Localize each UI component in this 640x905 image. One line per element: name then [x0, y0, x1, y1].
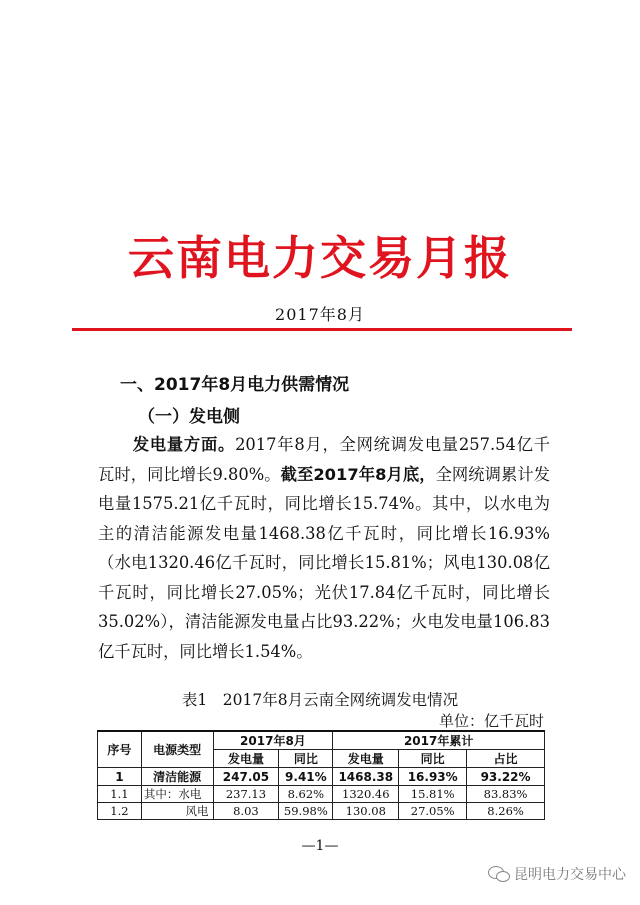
cell-seq: 1 — [98, 768, 142, 786]
header-gen-cum: 发电量 — [333, 750, 399, 768]
cell-yoy: 9.41% — [279, 768, 333, 786]
cell-type: 风电 — [141, 803, 213, 820]
header-cumulative-group: 2017年累计 — [333, 731, 545, 750]
report-title: 云南电力交易月报 — [128, 231, 512, 285]
cell-gen: 8.03 — [213, 803, 279, 820]
watermark-text: 昆明电力交易中心 — [514, 867, 626, 883]
cell-share: 8.26% — [467, 803, 545, 820]
page-number: —1— — [301, 838, 339, 854]
cell-seq: 1.2 — [98, 803, 142, 820]
subsection-heading: （一）发电侧 — [138, 407, 240, 427]
section-heading: 一、2017年8月电力供需情况 — [120, 375, 350, 395]
cell-yoy: 8.62% — [279, 786, 333, 803]
cell-cum-yoy: 15.81% — [399, 786, 467, 803]
paragraph-part1: 2017年8月，全网统调发电量257.54亿千瓦时，同比增长9.80%。 — [98, 435, 550, 484]
paragraph-lead: 发电量方面。 — [132, 435, 236, 454]
cell-type — [141, 786, 213, 803]
table-unit: 单位：亿千瓦时 — [438, 712, 544, 730]
cell-cum: 1320.46 — [333, 786, 399, 803]
table-row — [98, 803, 545, 820]
cell-seq: 1.1 — [98, 786, 142, 803]
header-gen: 发电量 — [213, 750, 279, 768]
table-row — [98, 768, 545, 786]
cell-cum: 1468.38 — [333, 768, 399, 786]
wechat-icon — [488, 866, 510, 882]
cell-cum: 130.08 — [333, 803, 399, 820]
header-yoy: 同比 — [279, 750, 333, 768]
paragraph-part2: 全网统调累计发电量1575.21亿千瓦时，同比增长15.74%。其中，以水电为主的清洁能源发电量1468.38亿千瓦时，同比增长16.93%（水电1320.46亿千瓦时，同比增长15.81%；风电130.08亿千瓦时，同比增长27.05%；光伏17.84亿千瓦时，同比增长35.02%），清洁能源发电量占比93.22%；火电发电量106.83亿千瓦时，同比增长1.54%。 — [98, 464, 550, 661]
cell-share: 83.83% — [467, 786, 545, 803]
cell-type-name: 水电 — [178, 787, 202, 801]
table-row — [98, 786, 545, 803]
report-date: 2017年8月 — [275, 305, 365, 324]
header-yoy-cum: 同比 — [399, 750, 467, 768]
watermark — [488, 864, 626, 884]
cell-cum-yoy: 16.93% — [399, 768, 467, 786]
cell-yoy: 59.98% — [279, 803, 333, 820]
paragraph-mid: 截至2017年8月底， — [280, 464, 436, 484]
title-divider — [72, 328, 572, 331]
header-share: 占比 — [467, 750, 545, 768]
header-seq: 序号 — [98, 731, 142, 768]
cell-type: 清洁能源 — [141, 768, 213, 786]
cell-cum-yoy: 27.05% — [399, 803, 467, 820]
cell-type-prefix: 其中： — [143, 787, 179, 801]
cell-gen: 237.13 — [213, 786, 279, 803]
cell-gen: 247.05 — [213, 768, 279, 786]
table-caption: 表1 2017年8月云南全网统调发电情况 — [181, 691, 459, 709]
cell-share: 93.22% — [467, 768, 545, 786]
generation-table — [97, 730, 545, 820]
header-month-group: 2017年8月 — [213, 731, 333, 750]
header-type: 电源类型 — [141, 731, 213, 768]
generation-paragraph — [98, 430, 550, 666]
